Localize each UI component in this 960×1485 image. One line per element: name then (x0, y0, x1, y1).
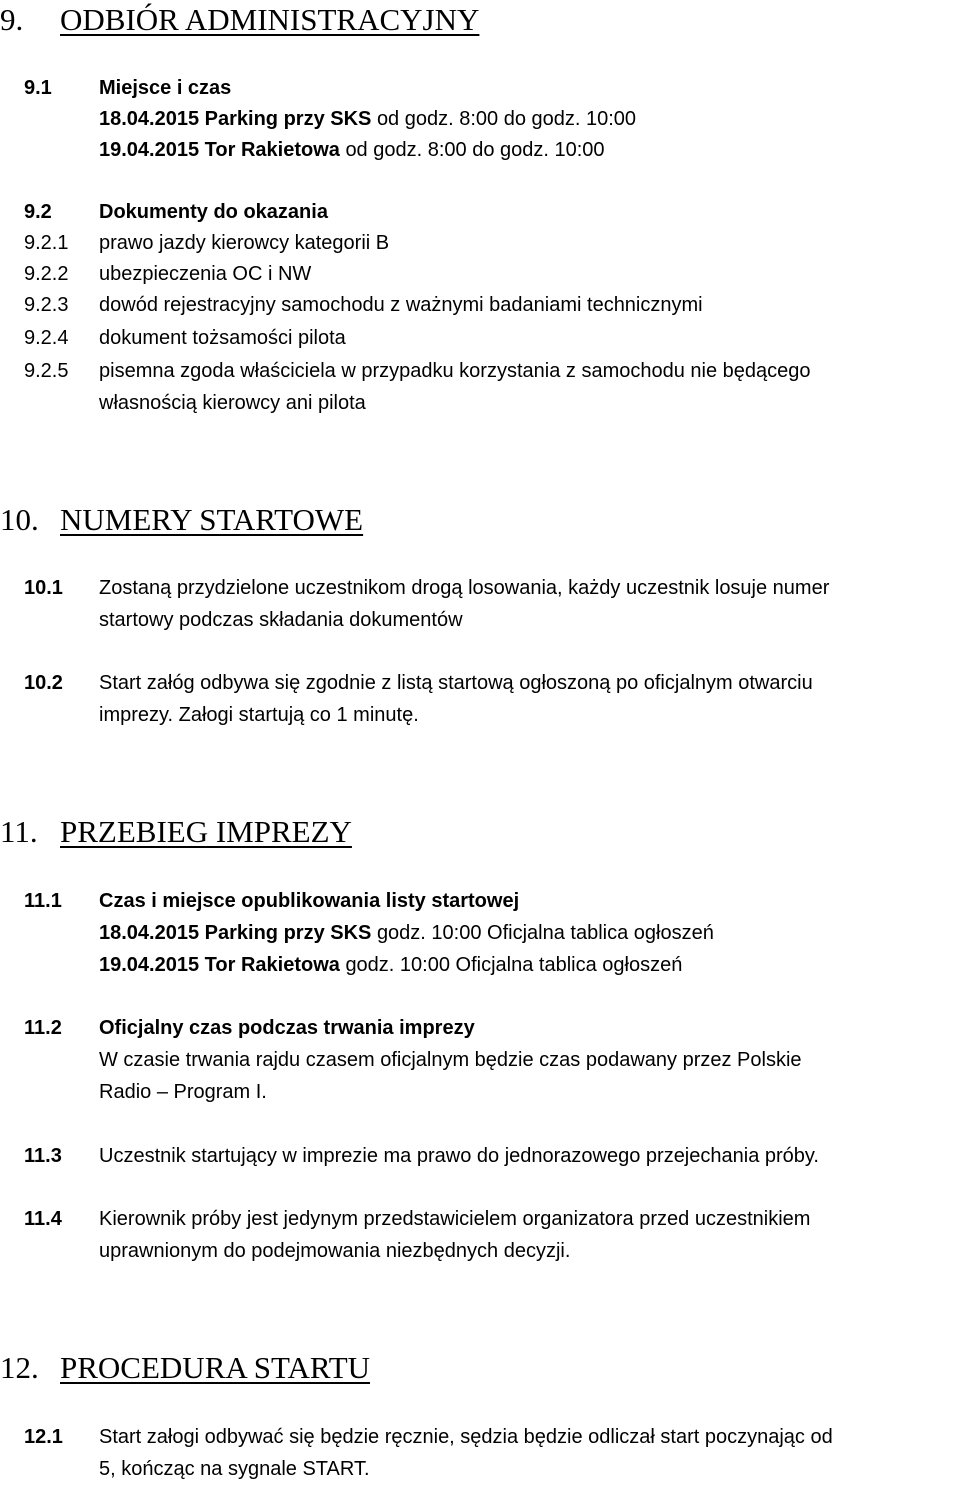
item-9-2-4-number: 9.2.4 (24, 327, 69, 349)
item-9-2-title: Dokumenty do okazania (99, 201, 328, 223)
item-10-1-number: 10.1 (24, 577, 63, 599)
item-11-1-line-1 (99, 917, 714, 949)
item-9-2-1-number: 9.2.1 (24, 232, 69, 254)
item-9-1-line-2-time: od godz. 8:00 do godz. 10:00 (345, 139, 605, 161)
item-11-1-title: Czas i miejsce opublikowania listy startowej (99, 890, 520, 912)
item-9-1-number: 9.1 (24, 77, 52, 99)
item-9-2-5-line-2: własnością kierowcy ani pilota (99, 392, 366, 414)
item-11-1-line-2 (99, 949, 682, 981)
item-9-2-2-text: ubezpieczenia OC i NW (99, 263, 312, 285)
item-11-3-number: 11.3 (24, 1145, 62, 1167)
item-10-1-line-2: startowy podczas składania dokumentów (99, 609, 463, 631)
item-9-2-2-number: 9.2.2 (24, 263, 69, 285)
item-11-2-title: Oficjalny czas podczas trwania imprezy (99, 1017, 475, 1039)
item-9-2-1-text: prawo jazdy kierowcy kategorii B (99, 232, 390, 254)
item-10-2-line-1: Start załóg odbywa się zgodnie z listą startową ogłoszoną po oficjalnym otwarciu (99, 672, 813, 694)
section-12-heading (0, 1348, 370, 1388)
item-9-2-3-text: dowód rejestracyjny samochodu z ważnymi badaniami technicznymi (99, 294, 703, 316)
item-12-1-line-2: 5, kończąc na sygnale START. (99, 1458, 370, 1480)
section-11-number: 11. (0, 814, 38, 849)
item-9-1-line-1-date: 18.04.2015 Parking przy SKS (99, 108, 372, 130)
item-11-1-line-2-info: godz. 10:00 Oficjalna tablica ogłoszeń (345, 954, 683, 976)
item-11-2-number: 11.2 (24, 1017, 62, 1039)
item-9-2-5-line-1: pisemna zgoda właściciela w przypadku korzystania z samochodu nie będącego (99, 360, 811, 382)
section-10-heading (0, 500, 363, 540)
item-10-2-line-2: imprezy. Załogi startują co 1 minutę. (99, 704, 419, 726)
item-11-1-line-1-date: 18.04.2015 Parking przy SKS (99, 922, 372, 944)
section-12-title: PROCEDURA STARTU (60, 1350, 371, 1385)
item-9-1-line-2 (99, 134, 605, 166)
item-12-1-line-1: Start załogi odbywać się będzie ręcznie, sędzia będzie odliczał start poczynając od (99, 1426, 833, 1448)
item-11-1-line-2-date: 19.04.2015 Tor Rakietowa (99, 954, 340, 976)
item-9-2-number: 9.2 (24, 201, 52, 223)
item-10-1-line-1: Zostaną przydzielone uczestnikom drogą losowania, każdy uczestnik losuje numer (99, 577, 830, 599)
item-9-2-4-text: dokument tożsamości pilota (99, 327, 346, 349)
item-10-2-number: 10.2 (24, 672, 63, 694)
item-11-4-line-1: Kierownik próby jest jedynym przedstawicielem organizatora przed uczestnikiem (99, 1208, 811, 1230)
item-11-3-line-1: Uczestnik startujący w imprezie ma prawo do jednorazowego przejechania próby. (99, 1145, 819, 1167)
item-9-1-title: Miejsce i czas (99, 77, 232, 99)
item-9-1-line-1 (99, 103, 636, 135)
item-11-2-line-2: Radio – Program I. (99, 1081, 267, 1103)
section-10-number: 10. (0, 502, 39, 537)
item-9-1-line-2-date: 19.04.2015 Tor Rakietowa (99, 139, 340, 161)
section-9-title: ODBIÓR ADMINISTRACYJNY (60, 2, 480, 37)
item-11-1-number: 11.1 (24, 890, 62, 912)
section-11-title: PRZEBIEG IMPREZY (60, 814, 352, 849)
section-11-heading (0, 812, 352, 852)
section-10-title: NUMERY STARTOWE (60, 502, 364, 537)
item-9-1-line-1-time: od godz. 8:00 do godz. 10:00 (376, 108, 637, 130)
item-9-2-3-number: 9.2.3 (24, 294, 69, 316)
section-12-number: 12. (0, 1350, 39, 1385)
section-9-number: 9. (0, 2, 24, 37)
item-11-4-line-2: uprawnionym do podejmowania niezbędnych decyzji. (99, 1240, 571, 1262)
item-11-1-line-1-info: godz. 10:00 Oficjalna tablica ogłoszeń (376, 922, 714, 944)
item-11-4-number: 11.4 (24, 1208, 62, 1230)
item-9-2-5-number: 9.2.5 (24, 360, 69, 382)
item-12-1-number: 12.1 (24, 1426, 63, 1448)
item-11-2-line-1: W czasie trwania rajdu czasem oficjalnym będzie czas podawany przez Polskie (99, 1049, 802, 1071)
section-9-heading (0, 0, 479, 40)
